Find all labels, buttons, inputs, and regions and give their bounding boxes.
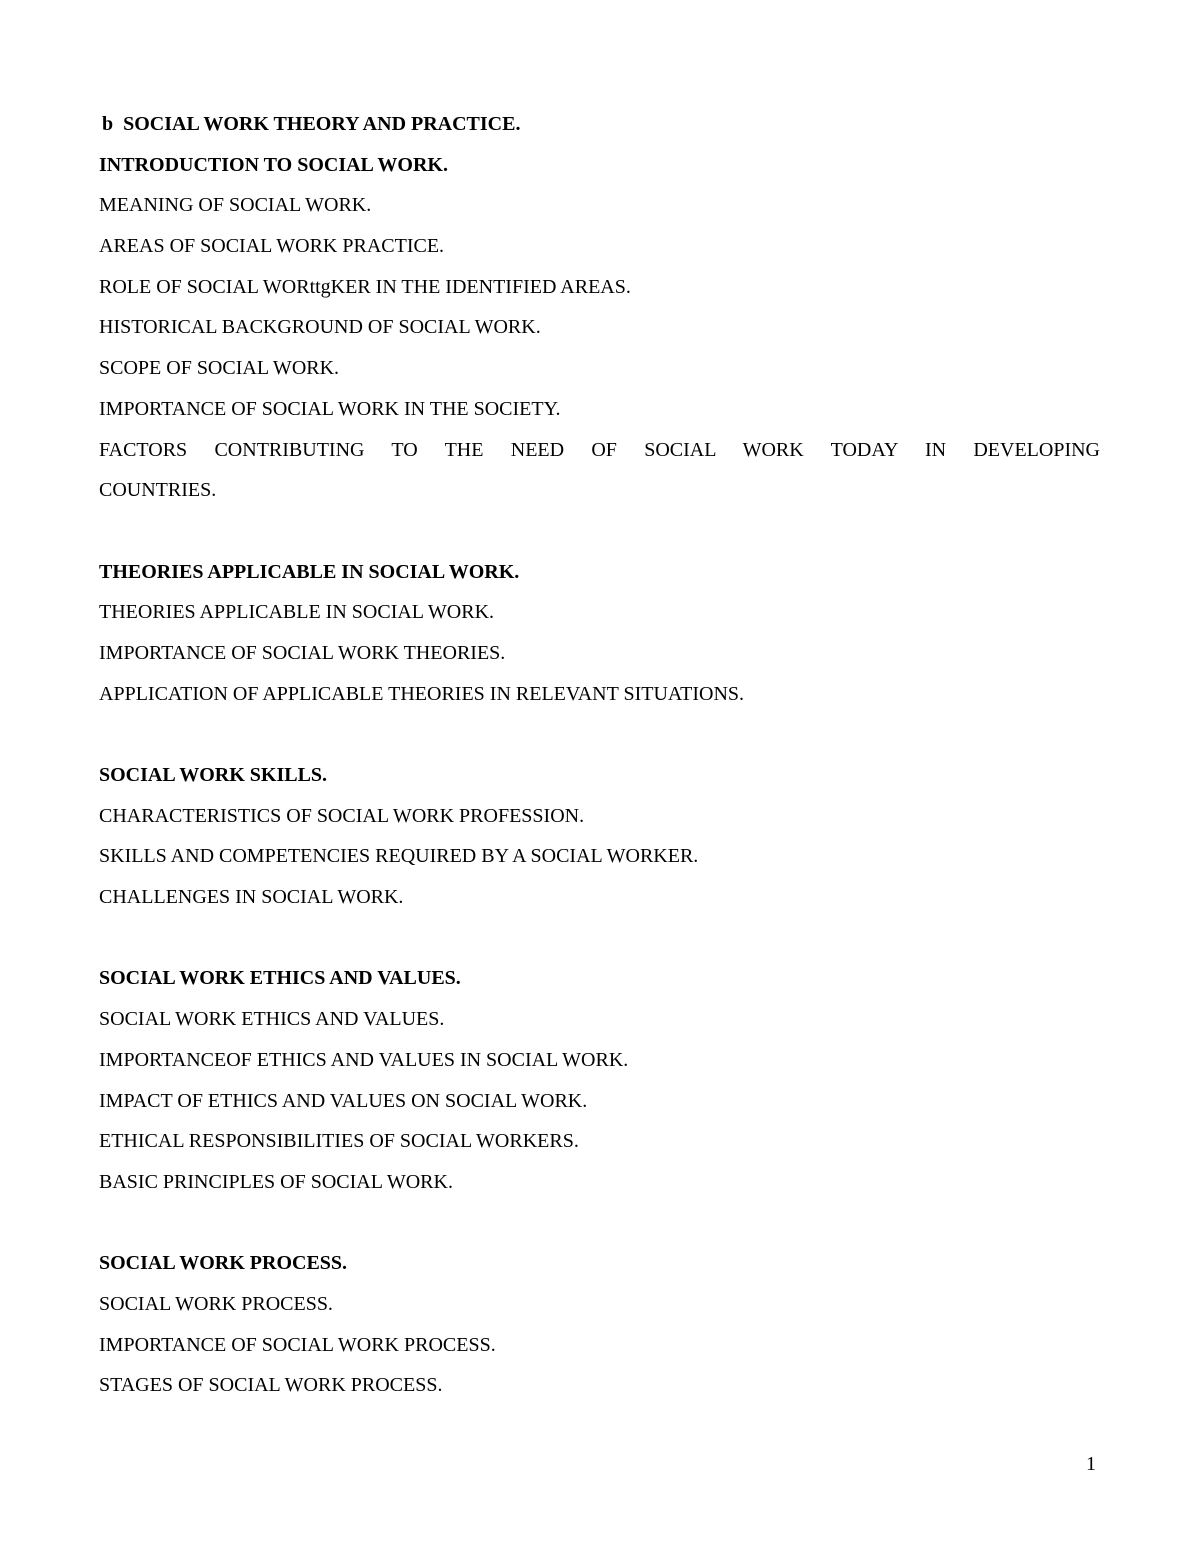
blank-line: [99, 918, 1100, 959]
list-item: CHALLENGES IN SOCIAL WORK.: [99, 886, 404, 909]
list-item: IMPORTANCE OF SOCIAL WORK PROCESS.: [99, 1333, 496, 1356]
list-item: IMPACT OF ETHICS AND VALUES ON SOCIAL WORK.: [99, 1089, 588, 1112]
section-heading: THEORIES APPLICABLE IN SOCIAL WORK.: [99, 560, 520, 583]
list-item: APPLICATION OF APPLICABLE THEORIES IN RELEVANT SITUATIONS.: [99, 682, 745, 705]
list-item: IMPORTANCE OF SOCIAL WORK THEORIES.: [99, 641, 506, 664]
blank-line: [99, 511, 1100, 552]
document-body: [99, 104, 1100, 1406]
section-heading: SOCIAL WORK SKILLS.: [99, 764, 328, 786]
section-heading: INTRODUCTION TO SOCIAL WORK.: [99, 153, 448, 176]
list-item: STAGES OF SOCIAL WORK PROCESS.: [99, 1374, 443, 1397]
list-item: CHARACTERISTICS OF SOCIAL WORK PROFESSION.: [99, 804, 585, 827]
list-item: ETHICAL RESPONSIBILITIES OF SOCIAL WORKERS.: [99, 1130, 579, 1153]
list-item: FACTORS CONTRIBUTING TO THE NEED OF SOCIAL WORK TODAY IN DEVELOPING: [99, 438, 1100, 461]
list-item: SOCIAL WORK PROCESS.: [99, 1292, 333, 1315]
list-item: IMPORTANCEOF ETHICS AND VALUES IN SOCIAL WORK.: [99, 1048, 629, 1071]
list-item: IMPORTANCE OF SOCIAL WORK IN THE SOCIETY.: [99, 397, 561, 420]
blank-line: [99, 714, 1100, 755]
list-item: THEORIES APPLICABLE IN SOCIAL WORK.: [99, 601, 495, 624]
list-item: AREAS OF SOCIAL WORK PRACTICE.: [99, 235, 445, 258]
list-item: MEANING OF SOCIAL WORK.: [99, 194, 372, 217]
list-item: SKILLS AND COMPETENCIES REQUIRED BY A SOCIAL WORKER.: [99, 845, 699, 868]
document-title-line: [99, 104, 1100, 145]
list-item: COUNTRIES.: [99, 479, 217, 502]
blank-line: [99, 1203, 1100, 1244]
document-title: SOCIAL WORK THEORY AND PRACTICE.: [123, 113, 521, 135]
list-item: ROLE OF SOCIAL WORttgKER IN THE IDENTIFIED AREAS.: [99, 275, 631, 298]
section-heading: SOCIAL WORK ETHICS AND VALUES.: [99, 967, 461, 990]
list-item: BASIC PRINCIPLES OF SOCIAL WORK.: [99, 1170, 453, 1193]
list-item: SCOPE OF SOCIAL WORK.: [99, 357, 340, 380]
title-marker: b: [102, 113, 114, 135]
list-item: HISTORICAL BACKGROUND OF SOCIAL WORK.: [99, 316, 541, 339]
section-heading: SOCIAL WORK PROCESS.: [99, 1252, 348, 1275]
page-number: 1: [1086, 1453, 1096, 1475]
list-item: SOCIAL WORK ETHICS AND VALUES.: [99, 1008, 445, 1031]
